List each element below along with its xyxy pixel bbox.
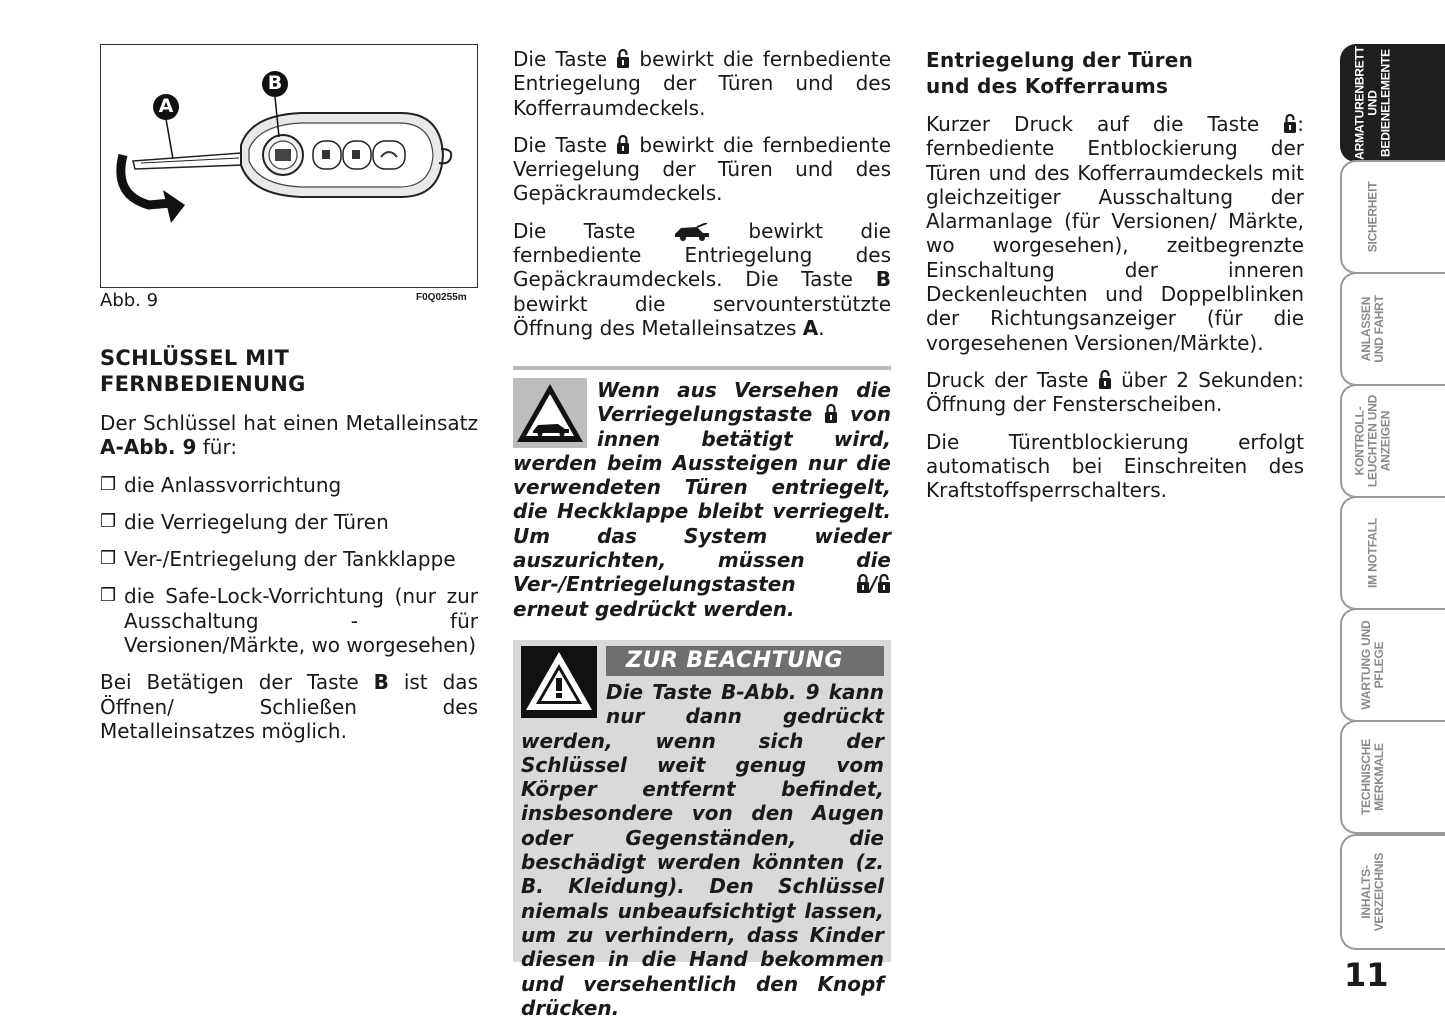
- attention-text: Die Taste B-Abb. 9 kann nur dann gedrückt werden, wenn sich der Schlüssel weit genug vom Körper entfernt befindet, insbesondere von den Augen oder Gegenständen, die beschädigt werden könnten (z. B. Kleidung). Den Schlüssel niemals unbeaufsichtigt lassen, um zu verhindern, dass Kinder diesen in die Hand bekommen und versehentlich den Knopf drücken.: [521, 680, 884, 1020]
- attention-box: [513, 640, 891, 1020]
- key-button-paragraph: [100, 670, 478, 743]
- attention-title: ZUR BEACHTUNG: [606, 646, 884, 676]
- warning-text-2: von innen betätigt wird, werden beim Aussteigen nur die verwendeten Türen entriegelt, die Heckklappe bleibt verriegelt. Um das System wieder auszurichten, müssen die Ver-/Entriegelungstasten: [513, 402, 891, 597]
- lock-icon: [616, 133, 630, 155]
- tab-im-notfall[interactable]: [1340, 496, 1445, 610]
- p1-post: : fernbediente Entblockierung der Türen und des Kofferraumdeckels mit gleichzeitiger Ausschaltung der Alarmanlage (für Versionen/ Märkte, wo worgesehen), zeitbegrenzte Einschaltung der inneren Deckenleuchten und Doppelblinken der Richtungsanzeiger (für die vorgesehenen Versionen/Märkte).: [926, 112, 1304, 355]
- figure-code: F0Q0255m: [416, 292, 467, 303]
- p3-pre: Die Taste: [513, 218, 636, 243]
- unlock-paragraph: [513, 47, 891, 120]
- unlock-icon: [877, 572, 891, 594]
- figure-9: [100, 44, 478, 288]
- lock-icon: [824, 402, 838, 424]
- para-bold: B: [373, 670, 389, 695]
- para-text: Bei Betätigen der Taste: [100, 670, 374, 695]
- tab-label: IM NOTFALL: [1365, 518, 1380, 588]
- label-a: A: [158, 95, 174, 117]
- checkbox-icon: ❒: [100, 510, 117, 532]
- lock-icon: [856, 572, 870, 594]
- heading-line-2: und des Kofferraums: [926, 74, 1169, 98]
- tab-label: SICHERHEIT: [1365, 181, 1380, 253]
- list-item: [100, 584, 478, 657]
- page-number: 11: [1344, 956, 1389, 994]
- list-item: [100, 547, 478, 571]
- heading-line-1: Entriegelung der Türen: [926, 48, 1194, 72]
- list-item-text: die Verriegelung der Türen: [124, 509, 389, 534]
- tab-label: ANLASSEN UND FAHRT: [1359, 295, 1386, 363]
- label-b: B: [267, 72, 283, 94]
- tab-inhaltsverzeichnis[interactable]: [1340, 834, 1445, 950]
- p2-pre: Die Taste: [513, 132, 608, 157]
- unlock-icon: [1098, 368, 1112, 390]
- p3-end: .: [818, 315, 825, 340]
- checkbox-icon: ❒: [100, 548, 117, 570]
- p1-post: bewirkt die fernbediente Entriegelung der Türen und des Kofferraumdeckels.: [513, 47, 892, 120]
- tab-technische-merkmale[interactable]: [1340, 720, 1445, 834]
- car-trunk-icon: [673, 223, 711, 241]
- warning-block: [513, 378, 891, 621]
- tab-label: TECHNISCHE MERKMALE: [1359, 738, 1386, 816]
- tab-sicherheit[interactable]: [1340, 160, 1445, 274]
- trunk-paragraph: [513, 219, 891, 340]
- intro-text: Der Schlüssel hat einen Metalleinsatz: [100, 411, 478, 435]
- p2-pre: Druck der Taste: [926, 367, 1089, 392]
- p3-mid2: bewirkt die servounterstützte Öffnung des Metalleinsatzes: [513, 291, 891, 340]
- unlock-icon: [616, 47, 630, 69]
- list-item-text: die Anlassvorrichtung: [124, 472, 342, 497]
- column-1-body: [100, 411, 478, 756]
- p3-bold-a: A: [802, 315, 819, 340]
- column-3-body: [926, 112, 1304, 515]
- key-illustration: [101, 45, 476, 286]
- car-warning-icon: [513, 378, 587, 448]
- tab-label: ARMATURENBRETT UND BEDIENELEMENTE: [1352, 46, 1393, 160]
- p1-pre: Die Taste: [513, 47, 608, 71]
- warning-slash: /: [869, 572, 877, 597]
- p1-pre: Kurzer Druck auf die Taste: [926, 112, 1260, 136]
- list-item-text: Ver-/Entriegelung der Tankklappe: [124, 547, 456, 572]
- intro-paragraph: [100, 411, 478, 460]
- heading-line-2: FERNBEDIENUNG: [100, 372, 306, 396]
- tab-kontrollleuchten[interactable]: [1340, 384, 1445, 498]
- column-2-body: [513, 47, 891, 353]
- separator-line: [513, 366, 891, 370]
- tab-label: KONTROLL- LEUCHTEN UND ANZEIGEN: [1352, 394, 1393, 488]
- p3-mid: bewirkt die fernbediente Entriegelung des Gepäckraumdeckels. Die Taste: [513, 218, 891, 292]
- unlock-icon: [1283, 112, 1297, 134]
- list-item-text: die Safe-Lock-Vorrichtung (nur zur Ausschaltung - für Versionen/Märkte, wo worgesehen): [124, 584, 478, 658]
- warning-triangle-icon: [521, 646, 597, 718]
- long-press-paragraph: [926, 368, 1304, 417]
- short-press-paragraph: [926, 112, 1304, 355]
- lock-paragraph: [513, 133, 891, 206]
- p2-post: über 2 Sekunden: Öffnung der Fensterscheiben.: [926, 367, 1305, 417]
- checkbox-icon: ❒: [100, 473, 117, 495]
- figure-caption: Abb. 9: [100, 290, 159, 311]
- warning-text-1: Wenn aus Versehen die Verriegelungstaste: [597, 378, 891, 427]
- tab-anlassen[interactable]: [1340, 272, 1445, 386]
- intro-end: für:: [196, 435, 238, 460]
- list-item: [100, 473, 478, 497]
- tab-armaturenbrett[interactable]: [1340, 44, 1445, 162]
- intro-bold: A-Abb. 9: [100, 435, 197, 460]
- para-text: ist das Öffnen/ Schließen des Metalleinsatzes möglich.: [100, 670, 478, 743]
- p3-bold-b: B: [875, 267, 891, 292]
- p2-post: bewirkt die fernbediente Verriegelung der Türen und des Gepäckraumdeckels.: [513, 132, 892, 206]
- auto-unlock-paragraph: Die Türentblockierung erfolgt automatisch bei Einschreiten des Kraftstoffsperrschalters.: [926, 429, 1304, 503]
- warning-text-3: erneut gedrückt werden.: [513, 596, 795, 621]
- list-item: [100, 510, 478, 534]
- heading-line-1: SCHLÜSSEL MIT: [100, 346, 290, 370]
- section-heading: [100, 345, 480, 397]
- tab-label: WARTUNG UND PFLEGE: [1359, 620, 1386, 710]
- tab-label: INHALTS- VERZEICHNIS: [1359, 852, 1386, 932]
- subsection-heading: [926, 47, 1306, 99]
- checkbox-icon: ❒: [100, 585, 117, 607]
- tab-wartung[interactable]: [1340, 608, 1445, 722]
